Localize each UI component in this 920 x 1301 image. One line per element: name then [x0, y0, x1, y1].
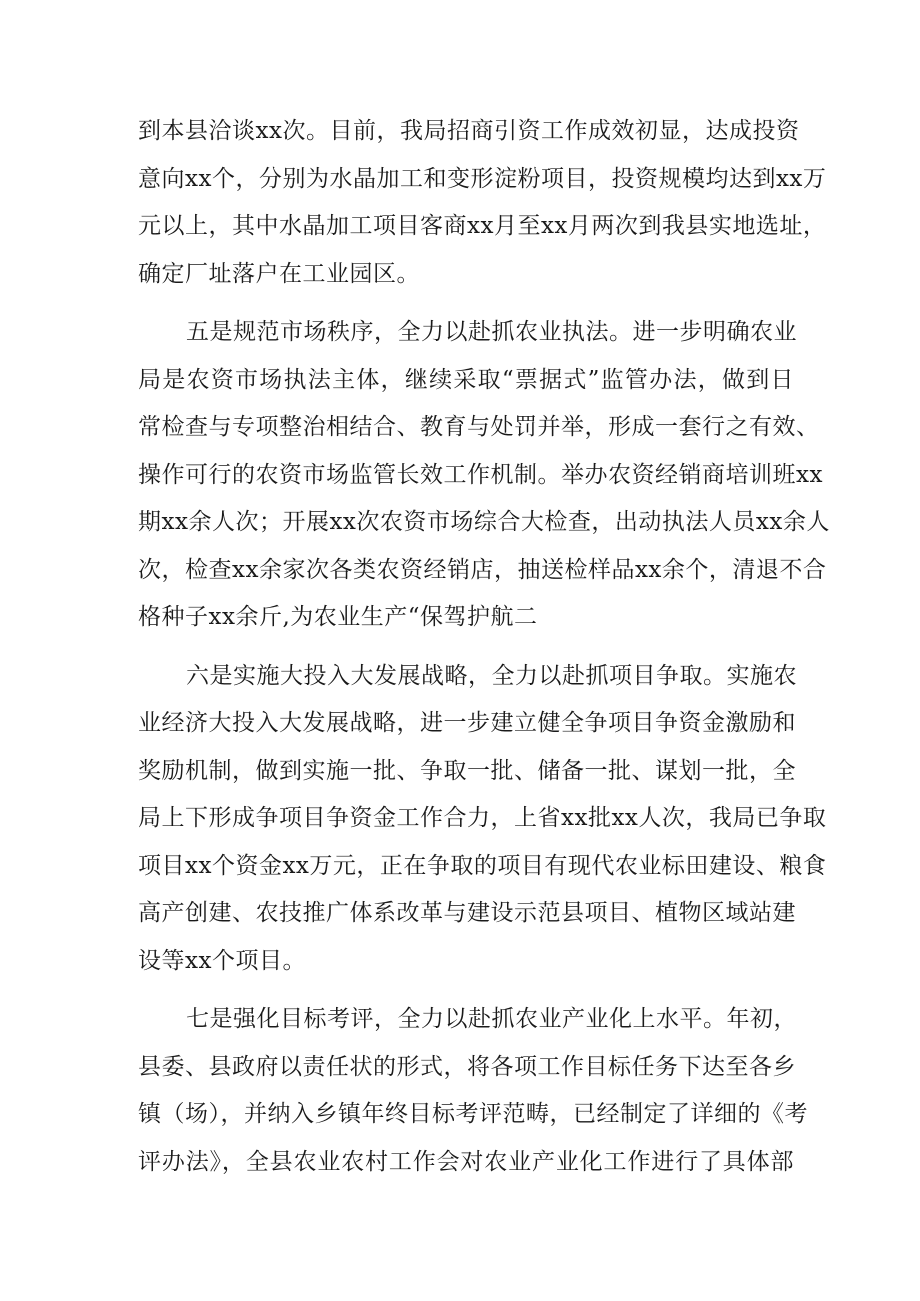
text-line: 常检查与专项整治相结合、教育与处罚并举，形成一套行之有效、: [138, 414, 820, 440]
text-line: 五是规范市场秩序，全力以赴抓农业执法。进一步明确农业: [186, 319, 797, 345]
text-line: 项目xx个资金xx万元，正在争取的项目有现代农业标田建设、粮食: [138, 852, 827, 879]
text-line: 元以上，其中水晶加工项目客商xx月至xx月两次到我县实地选址，: [138, 213, 827, 239]
text-line: 次，检查xx余家次各类农资经销店，抽送检样品xx余个，清退不合: [138, 556, 827, 583]
text-line: 局是农资市场执法主体，继续采取“票据式”监管办法，做到日: [138, 366, 794, 393]
text-line: 确定厂址落户在工业园区。: [138, 260, 420, 287]
text-line: 高产创建、农技推广体系改革与建设示范县项目、植物区域站建: [138, 900, 796, 926]
text-line: 到本县洽谈xx次。目前，我局招商引资工作成效初显，达成投资: [138, 118, 800, 144]
paragraph-target-evaluation: [138, 996, 808, 1186]
paragraph-spacer: [138, 985, 794, 996]
text-line: 六是实施大投入大发展战略，全力以赴抓项目争取。实施农: [186, 662, 797, 689]
paragraph-investment: [138, 108, 827, 298]
text-line: 格种子xx余斤,为农业生产“保驾护航二: [138, 604, 538, 630]
text-line: 业经济大投入大发展战略，进一步建立健全争项目争资金激励和: [138, 710, 796, 736]
paragraph-spacer: [138, 642, 794, 653]
paragraph-spacer: [138, 298, 794, 309]
text-line: 期xx余人次；开展xx次农资市场综合大检查，出动执法人员xx余人: [138, 509, 830, 535]
text-line: 县委、县政府以责任状的形式，将各项工作目标任务下达至各乡: [138, 1053, 796, 1080]
text-line: 意向xx个，分别为水晶加工和变形淀粉项目，投资规模均达到xx万: [138, 165, 827, 192]
text-line: 局上下形成争项目争资金工作合力，上省xx批xx人次，我局已争取: [138, 805, 827, 831]
text-line: 奖励机制，做到实施一批、争取一批、储备一批、谋划一批，全: [138, 757, 796, 784]
text-line: 七是强化目标考评，全力以赴抓农业产业化上水平。年初，: [186, 1006, 797, 1032]
text-line: 设等xx个项目。: [138, 947, 306, 974]
paragraph-project-funding: [138, 653, 827, 986]
text-line: 操作可行的农资市场监管长效工作机制。举办农资经销商培训班xx: [138, 461, 823, 488]
text-line: 评办法》，全县农业农村工作会对农业产业化工作进行了具体部: [138, 1148, 794, 1175]
paragraph-market-order: [138, 309, 830, 642]
text-line: 镇（场），并纳入乡镇年终目标考评范畴，已经制定了详细的《考: [138, 1101, 808, 1127]
document-body: [138, 108, 830, 1186]
